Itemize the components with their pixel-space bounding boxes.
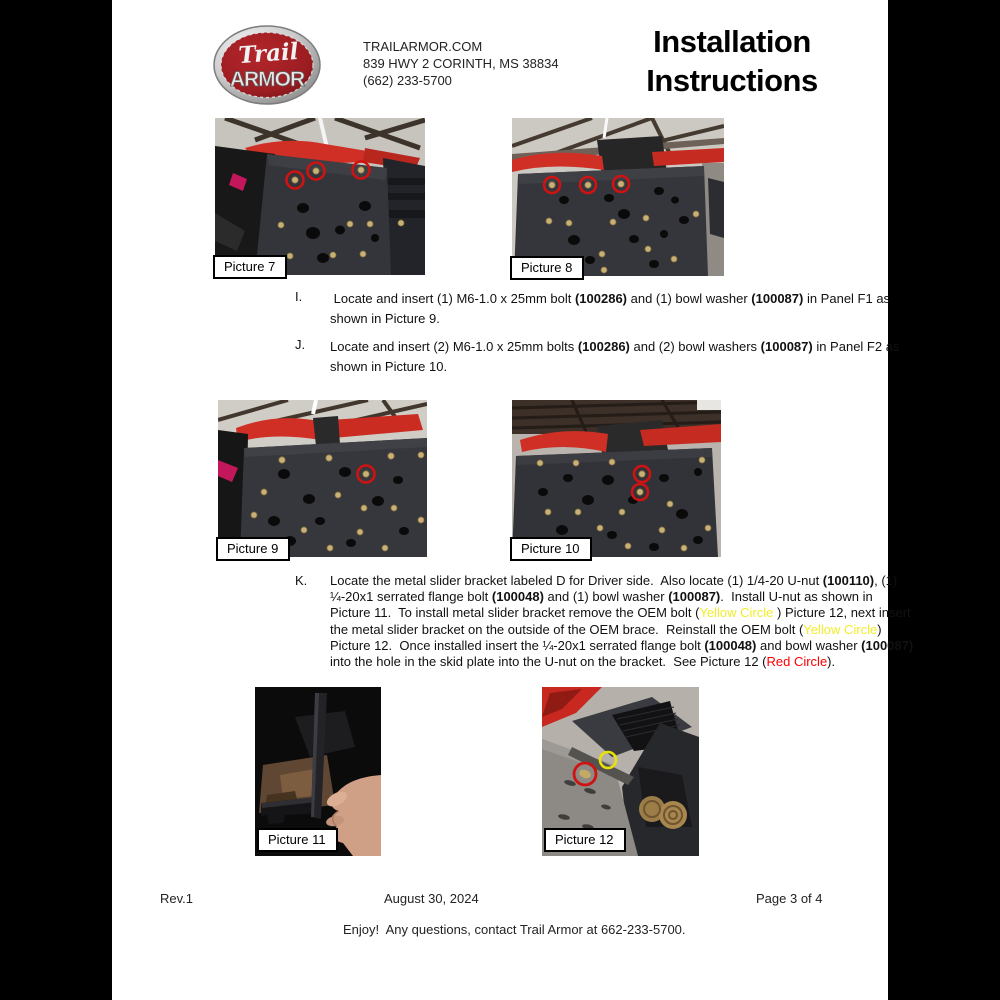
step-text: Locate the metal slider bracket labeled D for Driver side. Also locate (1) 1/4-20 U-nut (100110), (1) ¼-20x1 serrated flange bolt (100048) and (1) bowl washer (100087). Install U-nut as shown in Picture 11. To install metal slider bracket remove the OEM bolt (Yellow Circle ) Picture 12, next insert the metal slider bracket on the outside of the OEM brace. Reinstall the OEM bolt (Yellow Circle) Picture 12. Once installed insert the ¼-20x1 serrated flange bolt (100048) and bowl washer (100087) into the hole in the skid plate into the U-nut on the bracket. See Picture 12 (Red Circle). xyxy=(330,573,914,670)
skid-plate-photo-panel-f1 xyxy=(218,400,427,557)
step-text: Locate and insert (1) M6-1.0 x 25mm bolt (100286) and (1) bowl washer (100087) in Panel F1 as shown in Picture 9. xyxy=(330,291,891,326)
photo-picture-8 xyxy=(512,118,724,276)
company-phone: (662) 233-5700 xyxy=(363,73,452,88)
picture-label: Picture 10 xyxy=(510,537,592,561)
picture-label: Picture 12 xyxy=(544,828,626,852)
picture-label: Picture 11 xyxy=(257,828,338,852)
step-letter: I. xyxy=(295,289,303,304)
document-page xyxy=(112,0,914,1000)
company-website: TRAILARMOR.COM xyxy=(363,39,483,54)
company-address: 839 HWY 2 CORINTH, MS 38834 xyxy=(363,56,559,71)
photo-picture-7 xyxy=(215,118,425,275)
photo-picture-12 xyxy=(542,687,699,856)
footer-date: August 30, 2024 xyxy=(384,891,479,906)
skid-plate-photo-front xyxy=(215,118,425,275)
step-letter: K. xyxy=(295,573,308,588)
picture-label: Picture 9 xyxy=(216,537,290,561)
step-text: Locate and insert (2) M6-1.0 x 25mm bolts (100286) and (2) bowl washers (100087) in Panel F2 as shown in Picture 10. xyxy=(330,339,900,374)
skid-plate-photo-side xyxy=(512,118,724,276)
picture-label: Picture 8 xyxy=(510,256,584,280)
footer-page-number: Page 3 of 4 xyxy=(756,891,823,906)
footer-revision: Rev.1 xyxy=(160,891,193,906)
page-title-line2: Instructions xyxy=(646,63,818,98)
photo-picture-9 xyxy=(218,400,427,557)
step-letter: J. xyxy=(295,337,306,352)
skid-plate-photo-panel-f2 xyxy=(512,400,721,557)
page-title-line1: Installation xyxy=(653,24,811,59)
company-contact-block xyxy=(363,38,559,89)
photo-picture-11 xyxy=(255,687,381,856)
page-title xyxy=(607,22,857,100)
photo-picture-10 xyxy=(512,400,721,557)
logo-armor-text: ARMOR xyxy=(229,68,305,91)
footer-note: Enjoy! Any questions, contact Trail Armor at 662-233-5700. xyxy=(343,922,686,937)
picture-label: Picture 7 xyxy=(213,255,287,279)
trail-armor-logo xyxy=(212,24,322,106)
logo-script-text: Trail xyxy=(237,37,300,70)
logo-graphic xyxy=(212,24,322,106)
